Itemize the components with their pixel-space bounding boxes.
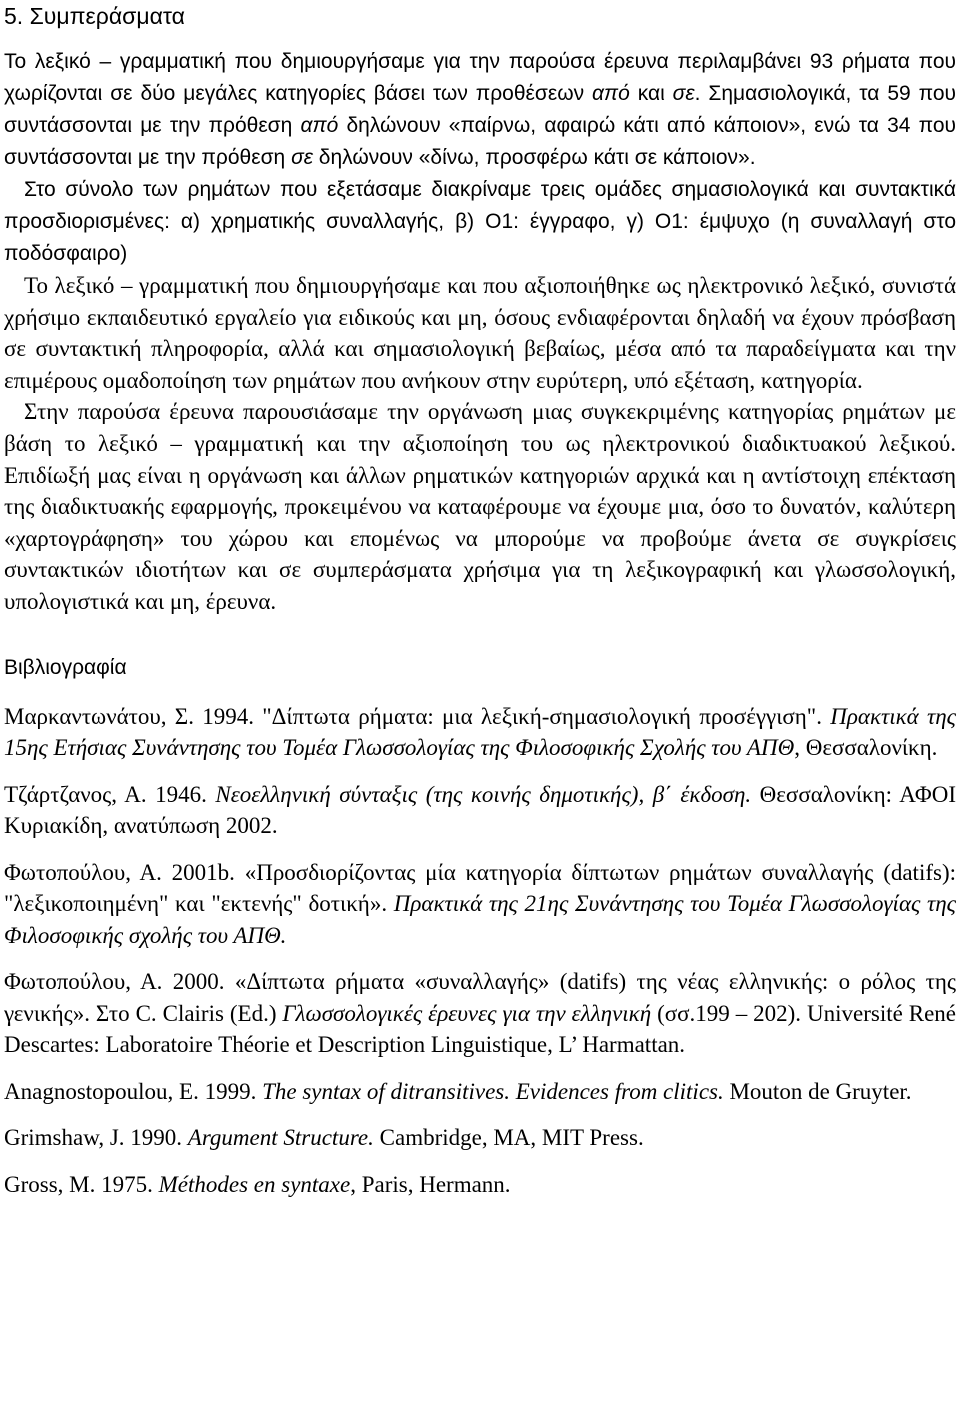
ref-title: Argument Structure. [187,1125,374,1151]
paragraph-groups: Στο σύνολο των ρημάτων που εξετάσαμε διακρίναμε τρεις ομάδες σημασιολογικά και συντακτικά προσδιορισμένες: α) χρηματικής συναλλαγής, β) Ο1: έγγραφο, γ) Ο1: έμψυχο (η συναλλαγή στο ποδόσφαιρο) [4,178,956,265]
ref-text: Grimshaw, J. 1990. [4,1125,188,1151]
text-run: δηλώνουν «παίρνω, αφαιρώ κάτι από κάποιον», ενώ τα 34 που συντάσσονται με την πρόθεση [4,114,957,169]
ref-title: Γλωσσολογικές έρευνες για την ελληνική [282,1000,652,1026]
text-run: και [629,82,673,105]
reference-item [4,1169,956,1201]
paragraph-lexicon: Το λεξικό – γραμματική που δημιουργήσαμε και που αξιοποιήθηκε ως ηλεκτρονικό λεξικό, συνιστά χρήσιμο εκπαιδευτικό εργαλείο για ειδικούς και μη, όσους ενδιαφέρονται δηλαδή να έχουν πρόσβαση σε συντακτική πληροφορία, αλλά και σημασιολογική βεβαίως, μέσα από τα παραδείγματα και την επιμέρους ομαδοποίηση των ρημάτων που ανήκουν στην ευρύτερη, υπό εξέταση, κατηγορία. [4,273,956,393]
ref-text: Φωτοπούλου, Α. 2000. «Δίπτωτα ρήματα «συναλλαγής» (datifs) της νέας ελληνικής: ο ρόλος της γενικής». Στο C. Clairis (Ed.) [4,969,956,1026]
italic-run: από [592,82,630,105]
ref-text: Φωτοπούλου, Α. 2001b. «Προσδιορίζοντας μία κατηγορία δίπτωτων ρημάτων συναλλαγής (datifs): "λεξικοποιημένη" και "εκτενής" δοτική». [4,859,956,917]
ref-text: Anagnostopoulou, E. 1999. [4,1078,263,1104]
reference-item [4,966,956,1061]
reference-item [4,701,956,764]
ref-text: Θεσσαλονίκη: ΑΦΟΙ Κυριακίδη, ανατύπωση 2002. [4,781,956,839]
text-run: δηλώνουν «δίνω, προσφέρω κάτι σε κάποιον». [312,146,756,169]
ref-text: , Θεσσαλονίκη. [794,735,938,761]
document-page [4,0,956,1200]
ref-title: The syntax of ditransitives. Evidences from clitics. [262,1078,724,1104]
bibliography-title: Βιβλιογραφία [4,655,127,679]
ref-text: (σσ.199 – 202). Université René Descartes: Laboratoire Théorie et Description Linguistique, L’ Harmattan. [4,1000,956,1058]
ref-text: Μαρκαντωνάτου, Σ. 1994. "Δίπτωτα ρήματα: μια λεξική-σημασιολογική προσέγγιση". [4,703,831,729]
ref-title: Πρακτικά της 15ης Ετήσιας Συνάντησης του Τομέα Γλωσσολογίας της Φιλοσοφικής Σχολής του ΑΠΘ [4,703,956,761]
italic-run: σε [672,82,695,105]
reference-item [4,1076,956,1108]
text-run: Το λεξικό – γραμματική που δημιουργήσαμε για την παρούσα έρευνα περιλαμβάνει 93 ρήματα που χωρίζονται σε δύο μεγάλες κατηγορίες βάσει των προθέσεων [4,50,956,105]
italic-run: σε [291,146,313,169]
italic-run: από [300,114,339,137]
text-run: . Σημασιολογικά, τα 59 που συντάσσονται με την πρόθεση [4,82,956,137]
ref-text: Mouton de Gruyter. [723,1078,912,1104]
ref-text: Gross, M. 1975. [4,1171,159,1197]
ref-text: Cambridge, MA, MIT Press. [373,1125,644,1151]
paragraph-research: Στην παρούσα έρευνα παρουσιάσαμε την οργάνωση μιας συγκεκριμένης κατηγορίας ρημάτων με βάση το λεξικό – γραμματική και την αξιοποίηση του ως ηλεκτρονικού διαδικτυακού λεξικού. Επιδίωξή μας είναι η οργάνωση και άλλων ρηματικών κατηγοριών αρχικά και η αντίστοιχη επέκταση της διαδικτυακής εφαρμογής, προκειμένου να καταφέρουμε να έχουμε μια, όσο το δυνατόν, καλύτερη «χαρτογράφηση» του χώρου και επομένως να μπορούμε να προβούμε άνετα σε συγκρίσεις συντακτικών ιδιοτήτων και σε συμπεράσματα χρήσιμα για τη λεξικογραφική και γλωσσολογική, υπολογιστικά και μη, έρευνα. [4,399,956,614]
section-heading: 5. Συμπεράσματα [4,3,185,29]
reference-item [4,857,956,952]
ref-title: Νεοελληνική σύνταξις (της κοινής δημοτικής), β΄ έκδοση. [215,781,752,807]
ref-text: , Paris, Hermann. [350,1171,511,1197]
reference-item [4,1122,956,1154]
ref-title: Πρακτικά της 21ης Συνάντησης του Τομέα Γλωσσολογίας της Φιλοσοφικής σχολής του ΑΠΘ. [4,891,956,948]
ref-title: Méthodes en syntaxe [158,1171,351,1197]
ref-text: Τζάρτζανος, Α. 1946. [4,781,216,807]
reference-item [4,779,956,842]
paragraph-summary [4,46,956,174]
